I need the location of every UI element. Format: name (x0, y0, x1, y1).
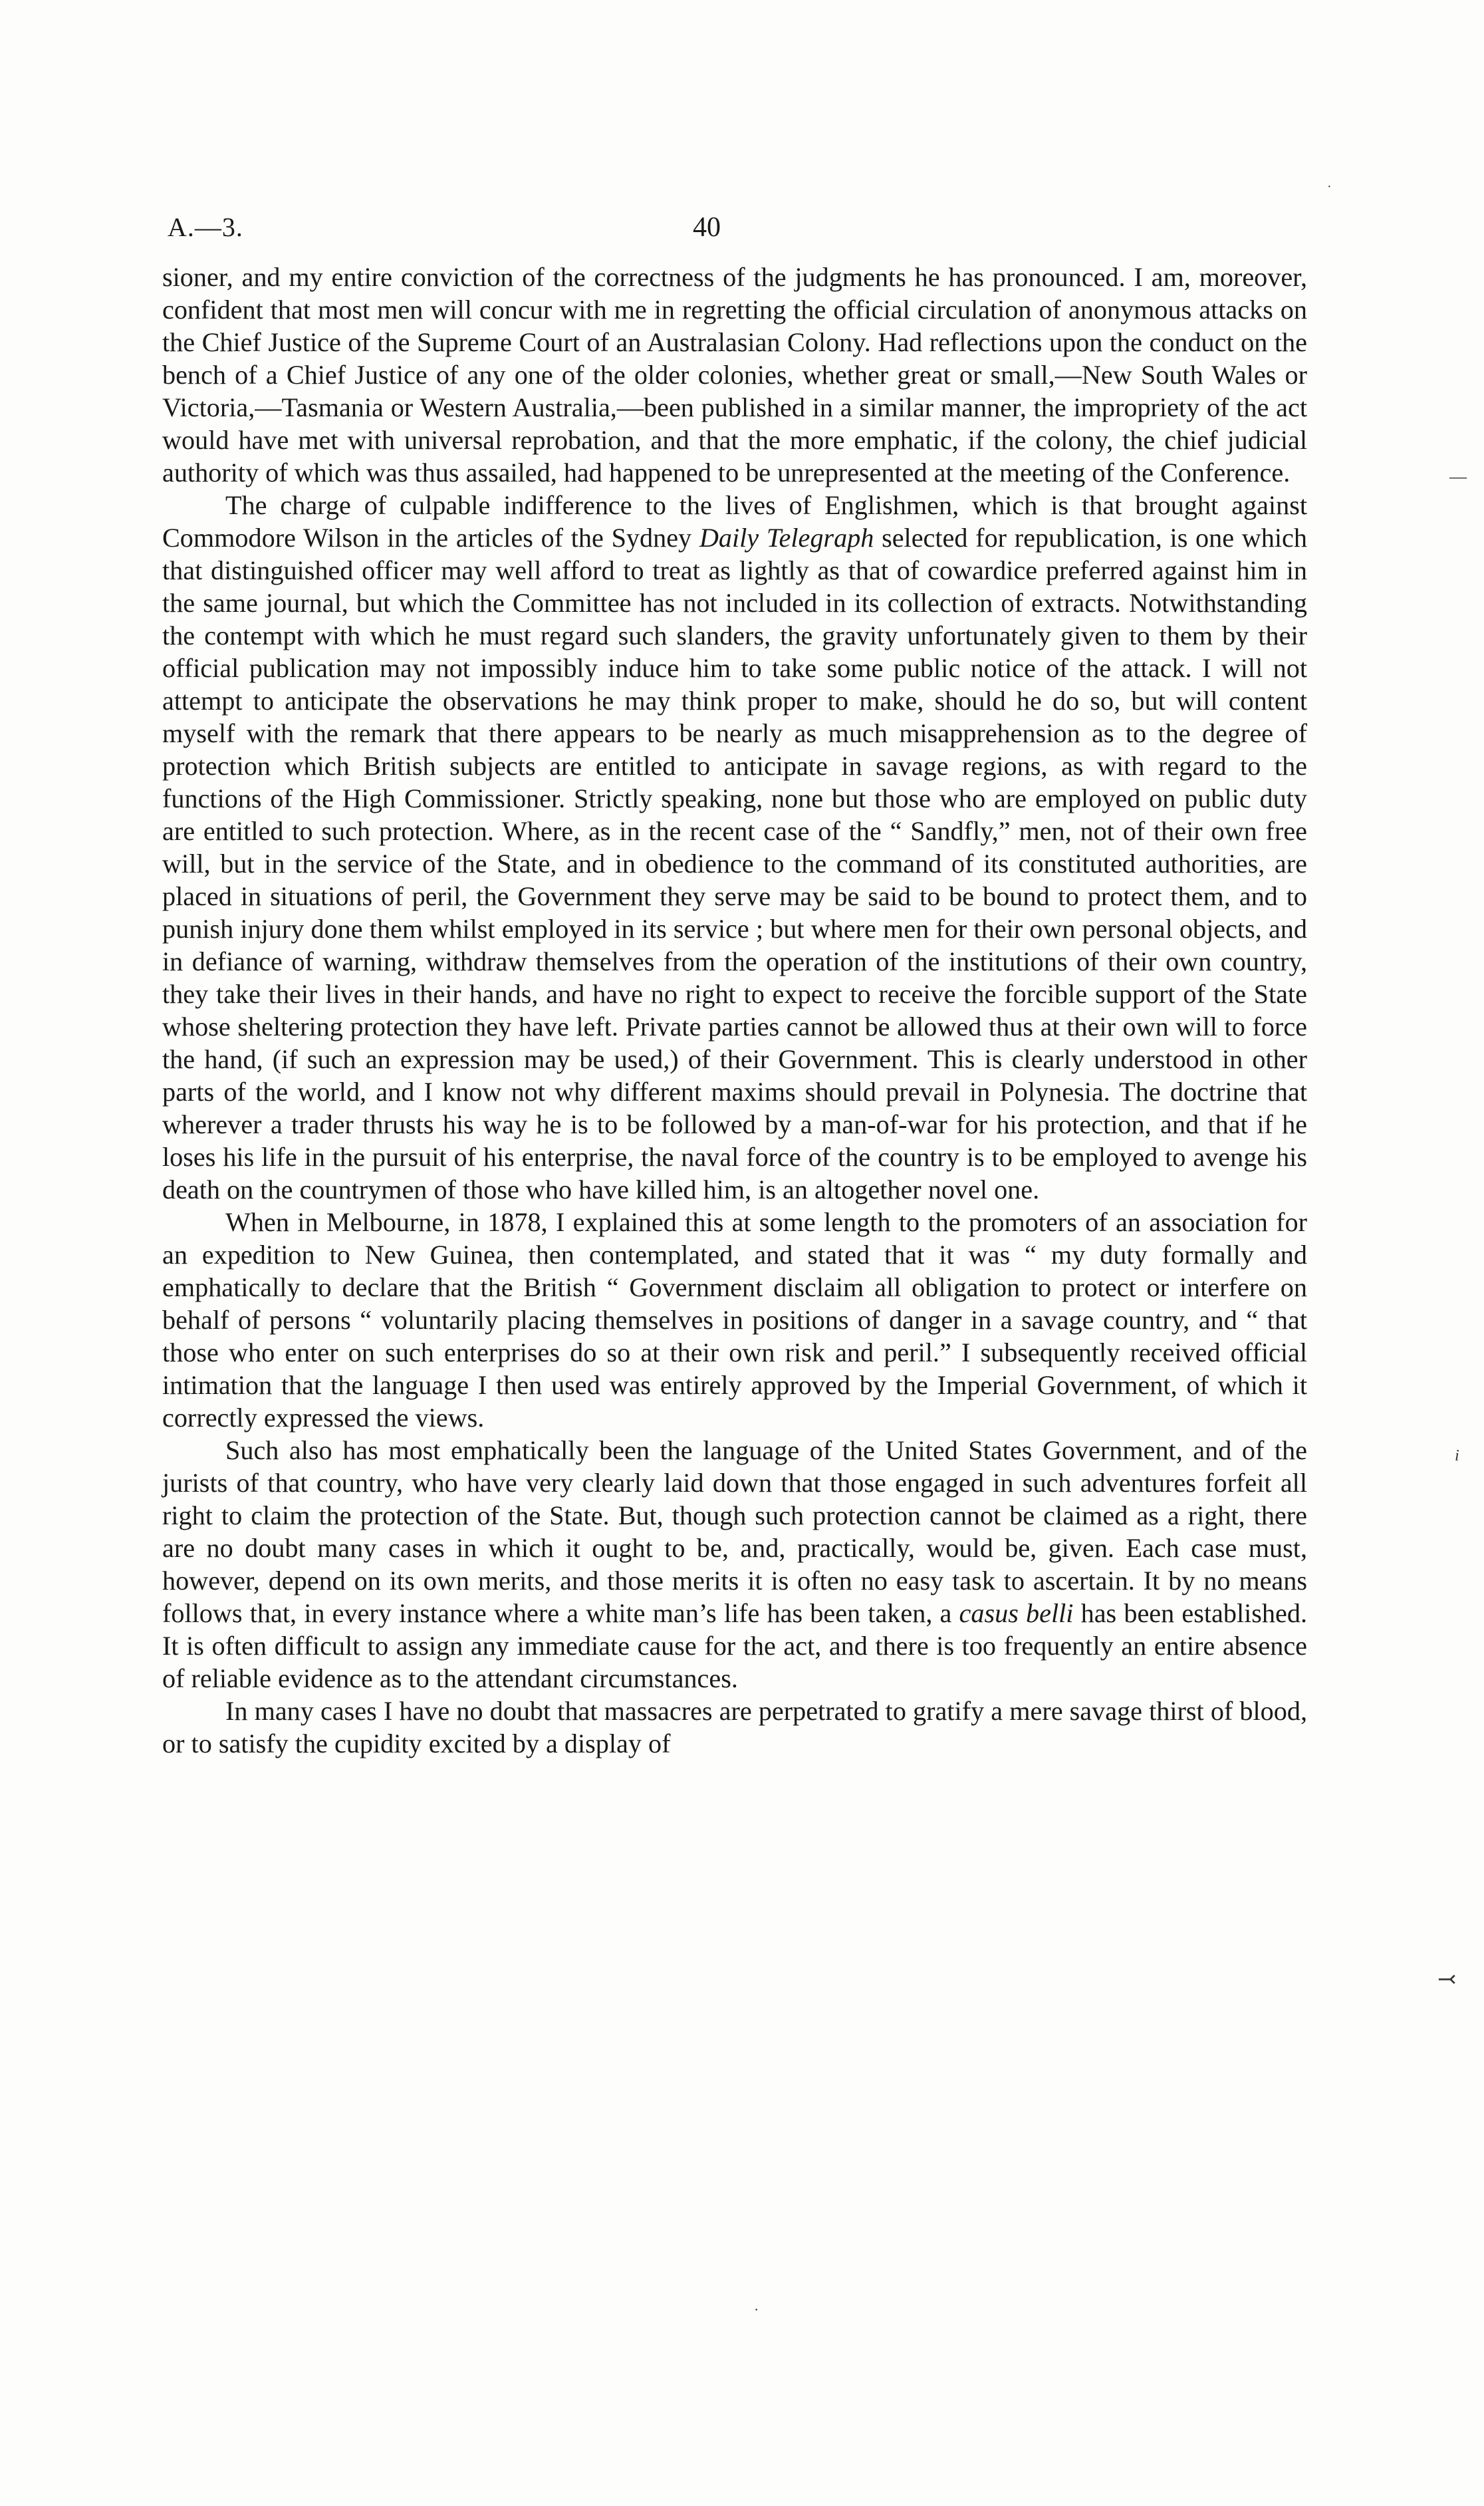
margin-arrow-mark: ⤙ (1437, 1967, 1457, 1992)
paragraph-text: In many cases I have no doubt that massacres are perpetrated to gratify a mere savage thirst of blood, or to satisfy the cupidity excited by a display of (162, 1696, 1307, 1758)
paragraph (162, 261, 1307, 489)
paragraph-text: sioner, and my entire conviction of the correctness of the judgments he has pronounced. I am, moreover, confident that most men will concur with me in regretting the official circulation of anonymous attacks on the Chief Justice of the Supreme Court of an Australasian Colony. Had reflections upon the conduct on the bench of a Chief Justice of any one of the older colonies, whether great or small,—New South Wales or Victoria,—Tasmania or Western Australia,—been published in a similar manner, the impropriety of the act would have met with universal reprobation, and that the more emphatic, if the colony, the chief judicial authority of which was thus assailed, had happened to be unrepresented at the meeting of the Conference. (162, 262, 1307, 487)
paragraph-text: When in Melbourne, in 1878, I explained this at some length to the promoters of an association for an expedition to New Guinea, then contemplated, and stated that it was “ my duty formally and emphatically to declare that the British “ Government disclaim all obligation to protect or interfere on behalf of persons “ voluntarily placing themselves in positions of danger in a savage country, and “ that those who enter on such enterprises do so at their own risk and peril.” I subsequently received official intimation that the language I then used was entirely approved by the Imperial Government, of which it correctly expressed the views. (162, 1207, 1307, 1433)
paragraph-text: selected for republication, is one which that distinguished officer may well afford to treat as lightly as that of cowardice preferred against him in the same journal, but which the Committee has not included in its collection of extracts. Notwithstanding the contempt with which he must regard such slanders, the gravity unfortunately given to them by their official publication may not impossibly induce him to take some public notice of the attack. I will not attempt to anticipate the observations he may think proper to make, should he do so, but will content myself with the remark that there appears to be nearly as much misapprehension as to the degree of protection which British subjects are entitled to anticipate in savage regions, as with regard to the functions of the High Commissioner. Strictly speaking, none but those who are employed on public duty are entitled to such protection. Where, as in the recent case of the “ Sandfly,” men, not of their own free will, but in the service of the State, and in obedience to the command of its constituted authorities, are placed in situations of peril, the Government they serve may be said to be bound to protect them, and to punish injury done them whilst employed in its service ; but where men for their own personal objects, and in defiance of warning, withdraw themselves from the operation of the institutions of their own country, they take their lives in their hands, and have no right to expect to receive the forcible support of the State whose sheltering protection they have left. Private parties cannot be allowed thus at their own will to force the hand, (if such an expression may be used,) of their Government. This is clearly understood in other parts of the world, and I know not why different maxims should prevail in Polynesia. The doctrine that wherever a trader thrusts his way he is to be followed by a man-of-war for his protection, and that if he loses his life in the pursuit of his enterprise, the naval force of the country is to be employed to avenge his death on the countrymen of those who have killed him, is an altogether novel one. (162, 523, 1307, 1204)
margin-dash-mark: — (1449, 467, 1467, 486)
margin-i-mark: i (1455, 1447, 1459, 1464)
paragraph-text: Such also has most emphatically been the language of the United States Government, and of the jurists of that country, who have very clearly laid down that those engaged in such adventures forfeit all right to claim the protection of the State. But, though such protection cannot be claimed as a right, there are no doubt many cases in which it ought to be, and, practically, would be, given. Each case must, however, depend on its own merits, and those merits it is often no easy task to ascertain. It by no means follows that, in every instance where a white man’s life has been taken, a (162, 1435, 1307, 1628)
paragraph-text: has been established. It is often difficult to assign any immediate cause for the act, and there is too frequently an entire absence of reliable evidence as to the attendant circumstances. (162, 1598, 1307, 1693)
document-reference: A.—3. (168, 212, 243, 242)
paragraph (162, 1695, 1307, 1760)
paragraph (162, 489, 1307, 1206)
page-number: 40 (693, 212, 721, 243)
margin-tick-mark: · (1327, 180, 1332, 194)
body-text (162, 261, 1307, 1760)
italic-text: casus belli (959, 1598, 1074, 1628)
paragraph (162, 1434, 1307, 1695)
bottom-dot-mark: · (754, 2301, 759, 2318)
italic-text: Daily Telegraph (699, 523, 874, 553)
page-header (168, 211, 1311, 251)
paragraph (162, 1206, 1307, 1434)
paragraph-text: The charge of culpable indifference to the lives of Englishmen, which is that brought against Commodore Wilson in the articles of the Sydney (162, 490, 1307, 553)
